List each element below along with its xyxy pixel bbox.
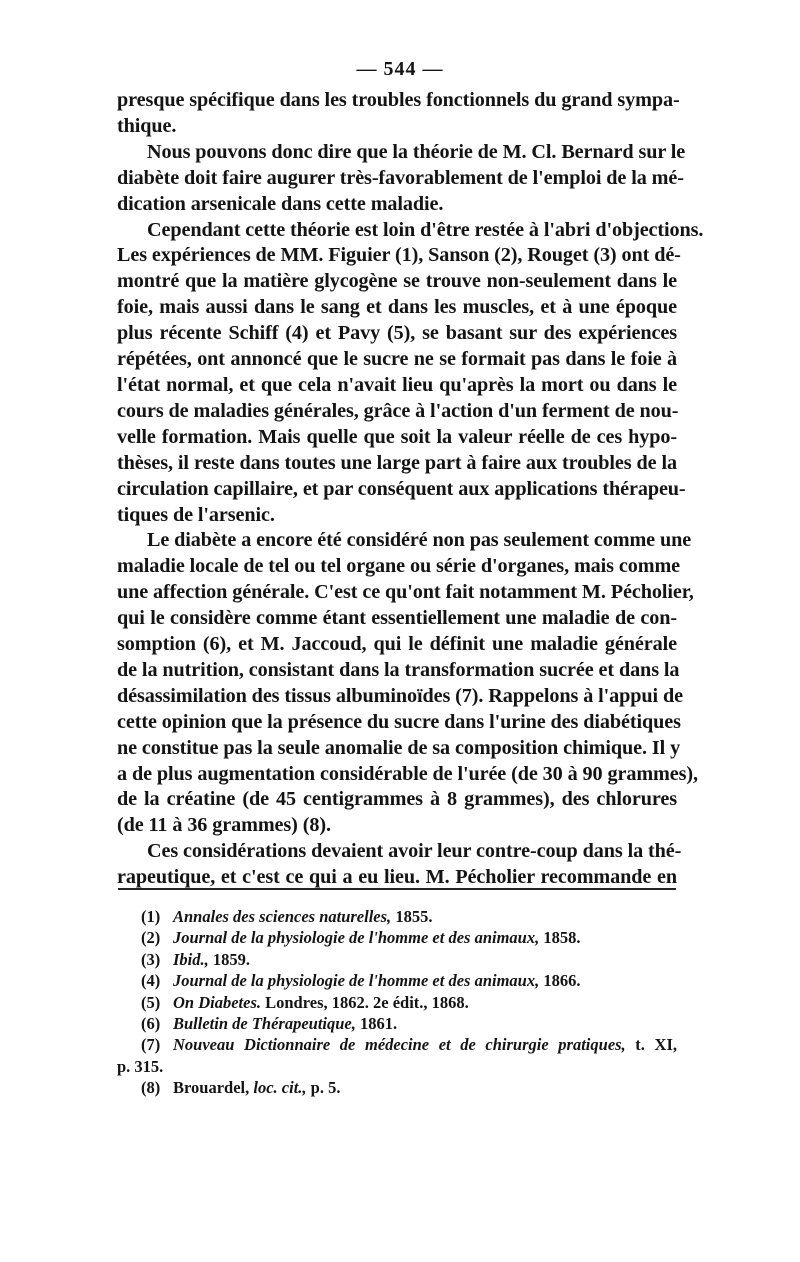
text-line: diabète doit faire augurer très-favorablement de l'emploi de la mé- [117, 166, 684, 189]
page-number: — 544 — [356, 58, 444, 80]
footnotes [117, 906, 677, 1099]
text-line: montré que la matière glycogène se trouve non-seulement dans le [117, 270, 677, 293]
footnote: (3) Ibid., 1859. [141, 949, 251, 969]
text-line: Nous pouvons donc dire que la théorie de M. Cl. Bernard sur le [147, 140, 686, 163]
text-line: Les expériences de MM. Figuier (1), Sanson (2), Rouget (3) ont dé- [117, 244, 681, 267]
text-line: tiques de l'arsenic. [117, 503, 275, 526]
text-line: maladie locale de tel ou tel organe ou série d'organes, mais comme [117, 555, 681, 578]
text-line: plus récente Schiff (4) et Pavy (5), se basant sur des expériences [117, 322, 677, 345]
text-line: Ces considérations devaient avoir leur contre-coup dans la thé- [147, 840, 682, 863]
footnote: (4) Journal de la physiologie de l'homme et des animaux, 1866. [141, 971, 581, 991]
text-line: somption (6), et M. Jaccoud, qui le définit une maladie générale [117, 633, 677, 656]
text-line: ne constitue pas la seule anomalie de sa composition chimique. Il y [117, 736, 681, 759]
footnote: (5) On Diabetes. Londres, 1862. 2e édit., 1868. [141, 992, 469, 1012]
text-line: thique. [117, 114, 177, 137]
text-line: rapeutique, et c'est ce qui a eu lieu. M. Pécholier recommande en [117, 866, 677, 889]
text-line: dication arsenicale dans cette maladie. [117, 192, 444, 215]
text-line: cours de maladies générales, grâce à l'action d'un ferment de nou- [117, 399, 679, 422]
footnote: (1) Annales des sciences naturelles, 1855. [141, 907, 433, 926]
text-line: circulation capillaire, et par conséquent aux applications thérapeu- [117, 477, 686, 500]
footnote: (8) Brouardel, loc. cit., p. 5. [141, 1078, 341, 1098]
text-line: de la créatine (de 45 centigrammes à 8 grammes), des chlorures [117, 788, 677, 811]
text-line: foie, mais aussi dans le sang et dans les muscles, et à une époque [117, 296, 677, 319]
footnote: (2) Journal de la physiologie de l'homme et des animaux, 1858. [141, 928, 581, 948]
text-line: répétées, ont annoncé que le sucre ne se formait pas dans le foie à [117, 348, 677, 371]
text-line: l'état normal, et que cela n'avait lieu qu'après la mort ou dans le [117, 373, 677, 396]
text-line: de la nutrition, consistant dans la transformation sucrée et dans la [117, 658, 680, 681]
footnote: (6) Bulletin de Thérapeutique, 1861. [141, 1014, 398, 1034]
text-line: cette opinion que la présence du sucre dans l'urine des diabétiques [117, 710, 681, 733]
text-line: Le diabète a encore été considéré non pas seulement comme une [147, 529, 692, 552]
text-line: a de plus augmentation considérable de l'urée (de 30 à 90 grammes), [117, 762, 698, 785]
text-line: velle formation. Mais quelle que soit la valeur réelle de ces hypo- [117, 425, 677, 448]
body-text [117, 88, 704, 891]
text-line: thèses, il reste dans toutes une large part à faire aux troubles de la [117, 451, 677, 474]
footnote-divider [118, 888, 676, 890]
text-line: qui le considère comme étant essentiellement une maladie de con- [117, 607, 677, 630]
footnote: (7) Nouveau Dictionnaire de médecine et de chirurgie pratiques, t. XI, [141, 1035, 677, 1055]
footnote-continuation: p. 315. [117, 1056, 164, 1076]
text-line: presque spécifique dans les troubles fonctionnels du grand sympa- [117, 89, 680, 111]
text-line: désassimilation des tissus albuminoïdes (7). Rappelons à l'appui de [117, 684, 683, 707]
text-line: Cependant cette théorie est loin d'être restée à l'abri d'objections. [147, 218, 704, 241]
text-line: une affection générale. C'est ce qu'ont fait notamment M. Pécholier, [117, 581, 694, 604]
text-line: (de 11 à 36 grammes) (8). [117, 814, 331, 837]
